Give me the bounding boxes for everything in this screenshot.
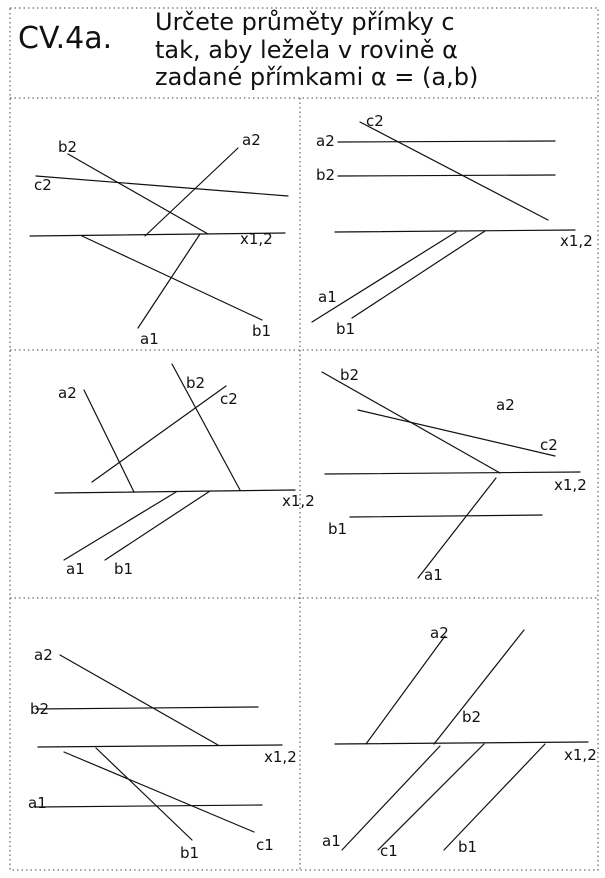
line-b1 bbox=[350, 515, 542, 517]
label-b1: b1 bbox=[336, 320, 356, 338]
label-x12: x1,2 bbox=[240, 230, 273, 248]
axis-x12 bbox=[335, 742, 588, 744]
label-b2: b2 bbox=[30, 700, 50, 718]
label-a2: a2 bbox=[242, 131, 261, 149]
label-b2: b2 bbox=[186, 374, 206, 392]
line-b2 bbox=[338, 175, 555, 176]
label-x12: x1,2 bbox=[282, 492, 315, 510]
line-b2 bbox=[434, 630, 524, 744]
label-a2: a2 bbox=[34, 646, 53, 664]
label-c1: c1 bbox=[256, 836, 274, 854]
line-c2 bbox=[358, 410, 555, 456]
line-b1 bbox=[96, 748, 192, 840]
label-b1: b1 bbox=[458, 838, 478, 856]
label-x12: x1,2 bbox=[554, 476, 587, 494]
label-c2: c2 bbox=[540, 436, 558, 454]
header bbox=[18, 8, 478, 91]
line-b2 bbox=[68, 154, 208, 234]
label-a1: a1 bbox=[140, 330, 159, 348]
label-b2: b2 bbox=[340, 366, 360, 384]
panel-5 bbox=[28, 646, 297, 862]
line-a1 bbox=[312, 232, 456, 322]
axis-x12 bbox=[38, 745, 282, 747]
frame bbox=[10, 8, 598, 870]
exercise-code: CV.4a. bbox=[18, 21, 113, 56]
label-c2: c2 bbox=[34, 176, 52, 194]
label-a2: a2 bbox=[496, 396, 515, 414]
axis-x12 bbox=[335, 230, 575, 232]
label-a2: a2 bbox=[430, 624, 449, 642]
line-a1 bbox=[138, 234, 200, 328]
label-x12: x1,2 bbox=[560, 232, 593, 250]
line-a2 bbox=[84, 390, 134, 492]
label-a1: a1 bbox=[424, 566, 443, 584]
task-line-1: Určete průměty přímky c bbox=[155, 8, 455, 36]
line-a1 bbox=[418, 478, 496, 578]
label-x12: x1,2 bbox=[564, 746, 597, 764]
line-c2 bbox=[360, 122, 548, 220]
task-line-2: tak, aby ležela v rovině α bbox=[155, 36, 458, 64]
line-a2 bbox=[338, 141, 555, 142]
label-a2: a2 bbox=[316, 132, 335, 150]
label-b2: b2 bbox=[58, 138, 78, 156]
line-b2 bbox=[172, 364, 240, 490]
label-b1: b1 bbox=[328, 520, 348, 538]
line-b2 bbox=[36, 707, 258, 709]
line-b1 bbox=[82, 236, 262, 320]
line-a1 bbox=[36, 805, 262, 807]
axis-x12 bbox=[325, 472, 580, 474]
label-a1: a1 bbox=[322, 832, 341, 850]
label-a1: a1 bbox=[318, 288, 337, 306]
label-a2: a2 bbox=[58, 384, 77, 402]
label-a1: a1 bbox=[28, 794, 47, 812]
label-c2: c2 bbox=[366, 112, 384, 130]
line-c2 bbox=[36, 176, 288, 196]
label-b1: b1 bbox=[252, 322, 272, 340]
task-line-3: zadané přímkami α = (a,b) bbox=[155, 63, 479, 91]
label-b2: b2 bbox=[316, 166, 336, 184]
panel-3 bbox=[55, 364, 315, 578]
line-a2 bbox=[366, 636, 445, 744]
line-a1 bbox=[342, 746, 440, 850]
label-x12: x1,2 bbox=[264, 748, 297, 766]
panel-2 bbox=[312, 112, 593, 338]
panel-6 bbox=[322, 624, 597, 860]
panel-4 bbox=[322, 366, 587, 584]
line-a2 bbox=[145, 148, 238, 236]
label-b1: b1 bbox=[180, 844, 200, 862]
line-c1 bbox=[378, 744, 484, 850]
label-b2: b2 bbox=[462, 708, 482, 726]
label-b1: b1 bbox=[114, 560, 134, 578]
line-b1 bbox=[352, 231, 485, 318]
label-a1: a1 bbox=[66, 560, 85, 578]
label-c2: c2 bbox=[220, 390, 238, 408]
line-a2 bbox=[60, 655, 218, 745]
line-b1 bbox=[444, 744, 545, 850]
line-c1 bbox=[64, 752, 254, 832]
label-c1: c1 bbox=[380, 842, 398, 860]
line-c2 bbox=[92, 386, 226, 482]
panel-1 bbox=[30, 131, 288, 348]
